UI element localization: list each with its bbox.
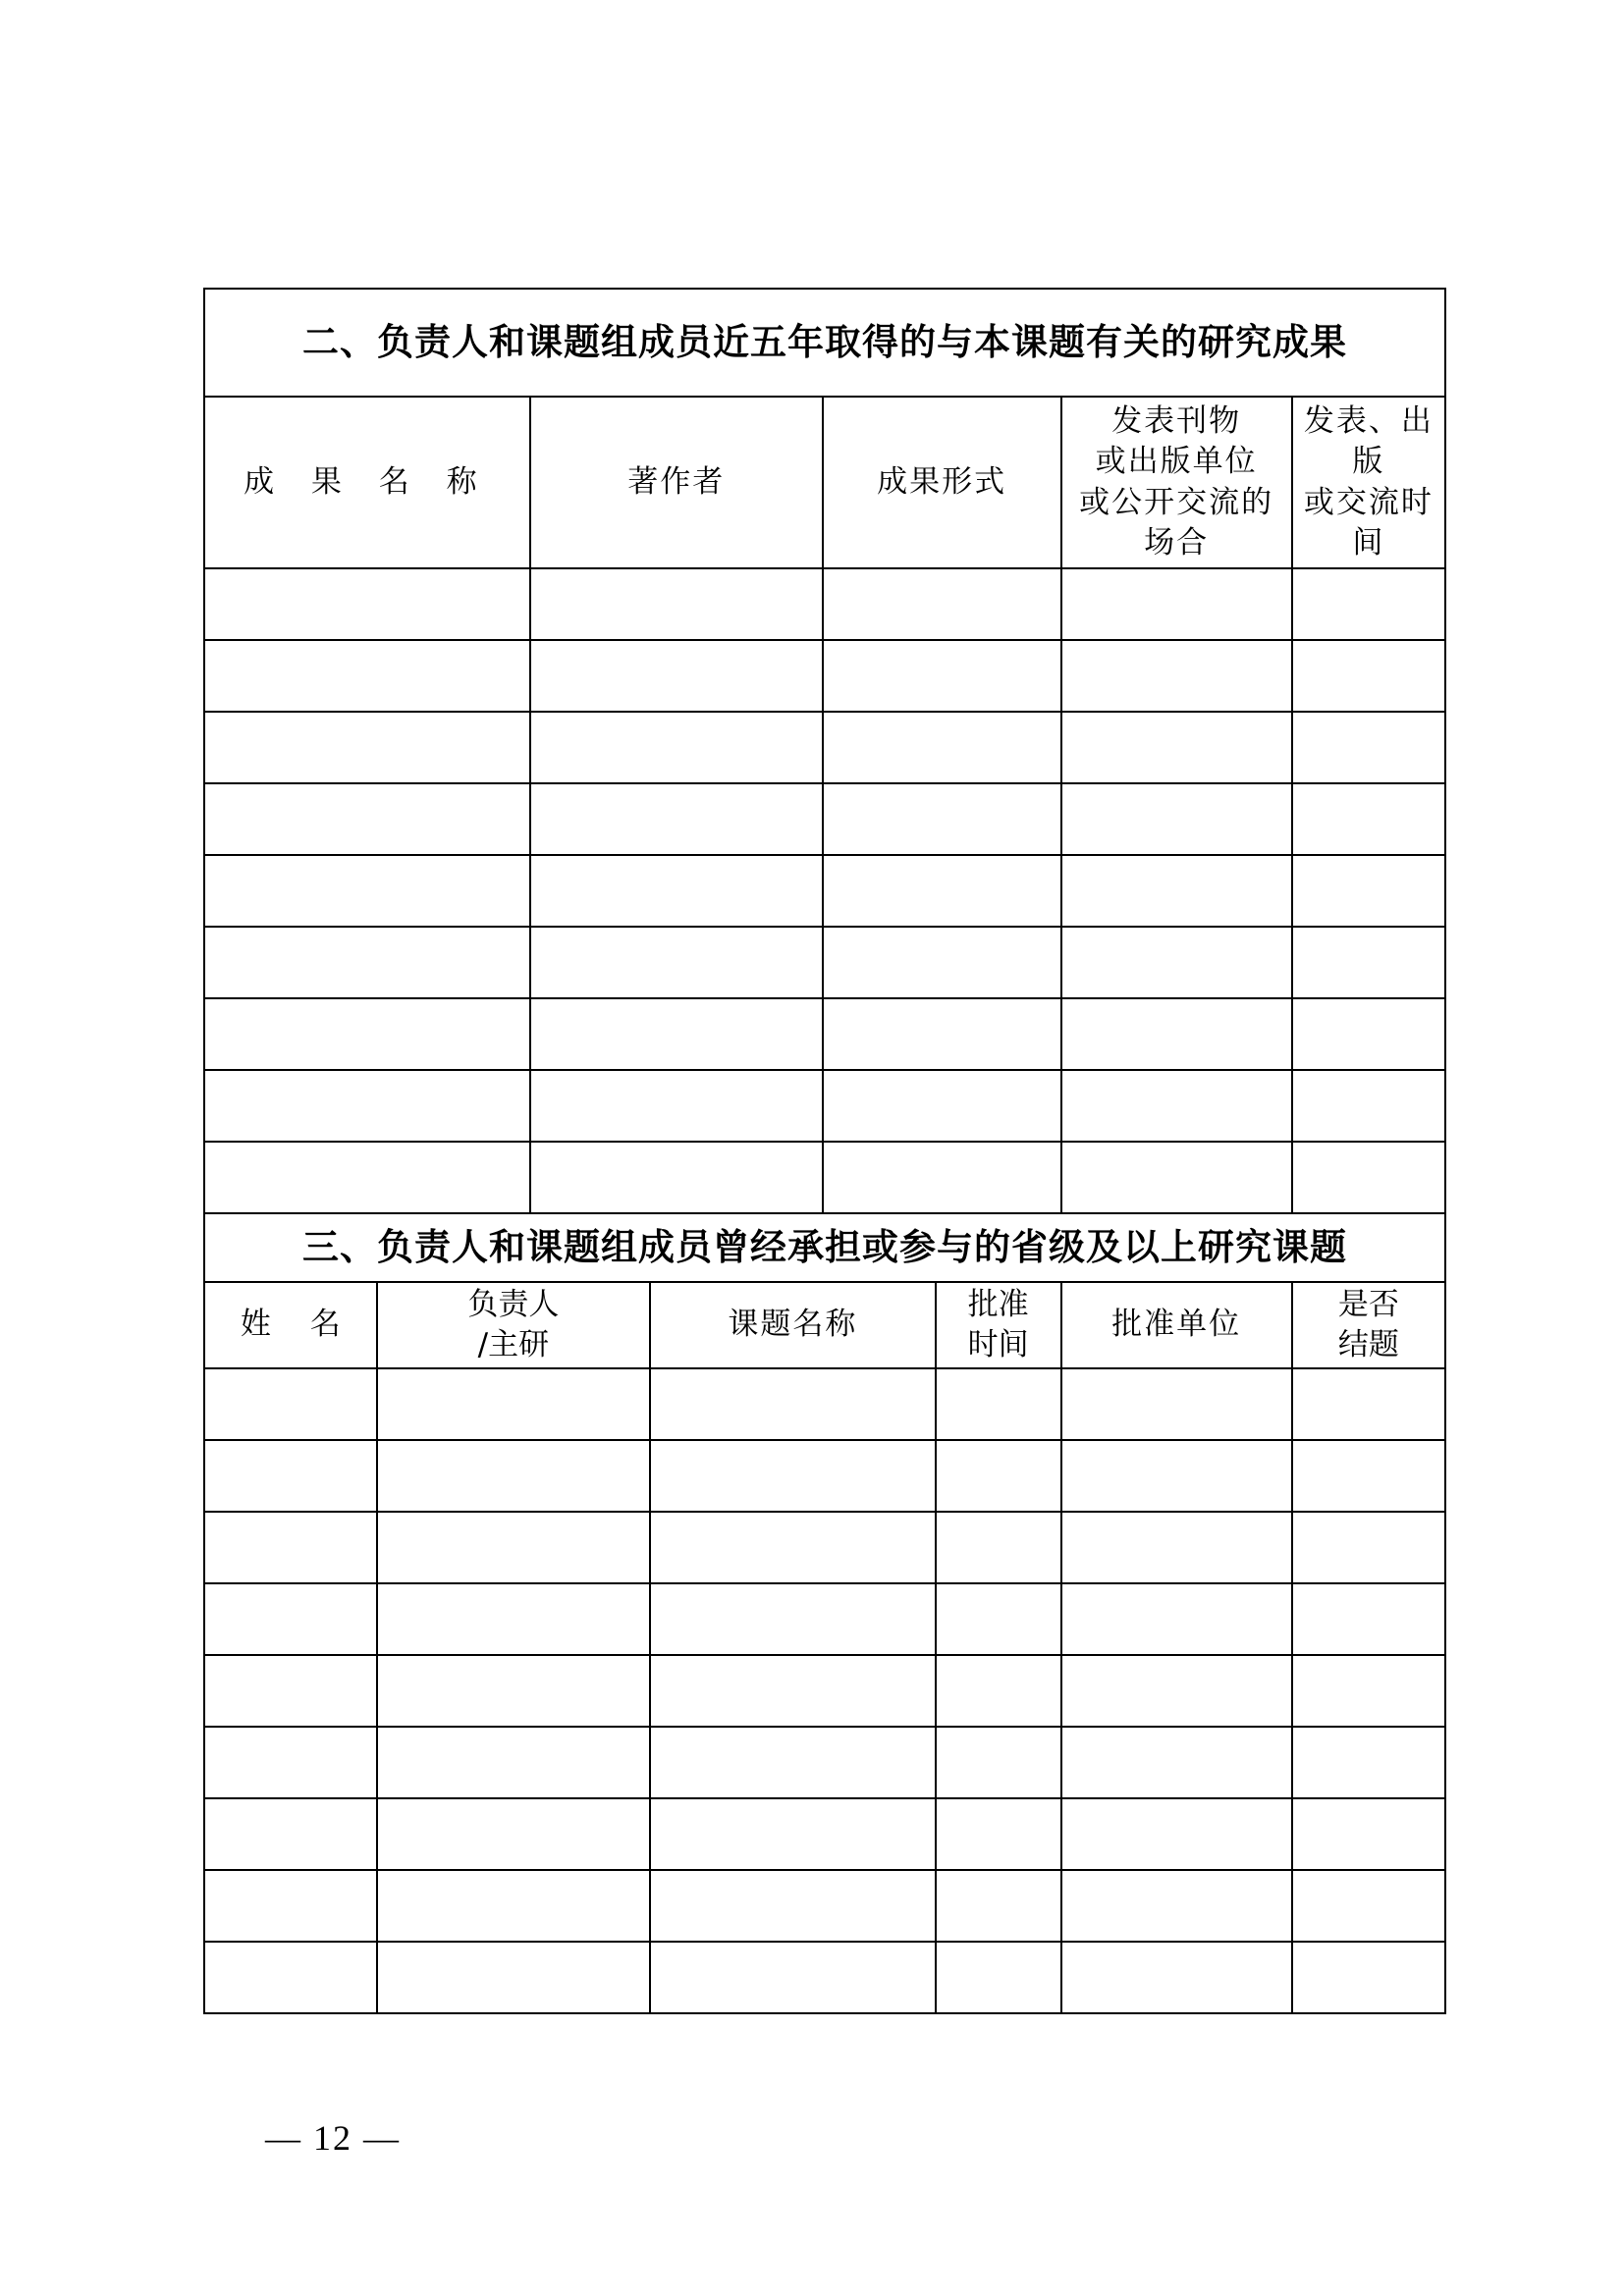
project-row [204, 1655, 1445, 1727]
achievement-cell[interactable] [204, 783, 530, 855]
achievement-cell[interactable] [823, 1142, 1061, 1213]
project-row [204, 1942, 1445, 2013]
achievement-cell[interactable] [1292, 1142, 1445, 1213]
project-cell[interactable] [936, 1368, 1061, 1440]
achievement-cell[interactable] [823, 640, 1061, 712]
achievement-cell[interactable] [1292, 640, 1445, 712]
achievement-row [204, 855, 1445, 927]
achievement-row [204, 927, 1445, 998]
section3-title: 三、负责人和课题组成员曾经承担或参与的省级及以上研究课题 [204, 1213, 1445, 1282]
achievement-row [204, 1070, 1445, 1142]
project-cell[interactable] [936, 1655, 1061, 1727]
project-row [204, 1368, 1445, 1440]
header-member-name: 姓 名 [204, 1282, 377, 1368]
achievement-cell[interactable] [1061, 998, 1292, 1070]
project-cell[interactable] [1292, 1512, 1445, 1583]
header-project-title: 课题名称 [650, 1282, 935, 1368]
header-achievement-name: 成 果 名 称 [204, 397, 530, 568]
project-cell[interactable] [936, 1870, 1061, 1942]
achievement-row [204, 640, 1445, 712]
project-cell[interactable] [936, 1798, 1061, 1870]
project-cell[interactable] [936, 1440, 1061, 1512]
project-cell[interactable] [1292, 1440, 1445, 1512]
achievement-cell[interactable] [823, 568, 1061, 640]
project-cell[interactable] [377, 1655, 651, 1727]
project-cell[interactable] [377, 1440, 651, 1512]
project-cell[interactable] [1292, 1870, 1445, 1942]
project-cell[interactable] [204, 1583, 377, 1655]
project-cell[interactable] [1061, 1727, 1292, 1798]
project-cell[interactable] [1061, 1655, 1292, 1727]
project-cell[interactable] [1292, 1368, 1445, 1440]
achievement-cell[interactable] [1061, 568, 1292, 640]
project-cell[interactable] [204, 1512, 377, 1583]
project-cell[interactable] [936, 1512, 1061, 1583]
section2-title: 二、负责人和课题组成员近五年取得的与本课题有关的研究成果 [204, 289, 1445, 397]
project-cell[interactable] [1061, 1583, 1292, 1655]
project-cell[interactable] [204, 1655, 377, 1727]
project-cell[interactable] [650, 1727, 935, 1798]
project-cell[interactable] [650, 1512, 935, 1583]
project-cell[interactable] [204, 1798, 377, 1870]
project-cell[interactable] [1292, 1655, 1445, 1727]
project-cell[interactable] [936, 1942, 1061, 2013]
project-cell[interactable] [650, 1583, 935, 1655]
page-number: — 12 — [265, 2118, 401, 2158]
achievement-cell[interactable] [1061, 1070, 1292, 1142]
achievement-cell[interactable] [823, 783, 1061, 855]
project-cell[interactable] [377, 1942, 651, 2013]
project-cell[interactable] [650, 1870, 935, 1942]
header-author: 著作者 [530, 397, 823, 568]
achievement-cell[interactable] [204, 640, 530, 712]
header-project-concluded: 是否 结题 [1292, 1282, 1445, 1368]
achievement-cell[interactable] [1292, 927, 1445, 998]
achievement-cell[interactable] [1061, 1142, 1292, 1213]
achievement-cell[interactable] [1292, 712, 1445, 783]
achievement-cell[interactable] [823, 1070, 1061, 1142]
project-cell[interactable] [1292, 1798, 1445, 1870]
achievement-cell[interactable] [1292, 998, 1445, 1070]
achievement-cell[interactable] [530, 998, 823, 1070]
project-row [204, 1727, 1445, 1798]
project-cell[interactable] [650, 1942, 935, 2013]
achievement-cell[interactable] [823, 855, 1061, 927]
achievement-row [204, 568, 1445, 640]
project-row [204, 1512, 1445, 1583]
project-row [204, 1798, 1445, 1870]
achievement-cell[interactable] [1292, 568, 1445, 640]
achievement-cell[interactable] [204, 927, 530, 998]
achievement-cell[interactable] [823, 712, 1061, 783]
project-cell[interactable] [204, 1870, 377, 1942]
achievement-cell[interactable] [530, 927, 823, 998]
achievement-row [204, 998, 1445, 1070]
achievement-cell[interactable] [204, 1070, 530, 1142]
project-cell[interactable] [377, 1583, 651, 1655]
project-cell[interactable] [377, 1727, 651, 1798]
project-cell[interactable] [1061, 1870, 1292, 1942]
header-approval-unit: 批准单位 [1061, 1282, 1292, 1368]
project-cell[interactable] [650, 1798, 935, 1870]
achievement-cell[interactable] [204, 1142, 530, 1213]
achievement-cell[interactable] [1061, 640, 1292, 712]
achievement-cell[interactable] [204, 998, 530, 1070]
achievement-cell[interactable] [1292, 855, 1445, 927]
achievement-row [204, 1142, 1445, 1213]
project-cell[interactable] [1061, 1368, 1292, 1440]
project-cell[interactable] [204, 1368, 377, 1440]
project-cell[interactable] [650, 1440, 935, 1512]
achievement-cell[interactable] [823, 927, 1061, 998]
project-cell[interactable] [1292, 1583, 1445, 1655]
achievement-cell[interactable] [530, 712, 823, 783]
project-cell[interactable] [1061, 1942, 1292, 2013]
project-cell[interactable] [1292, 1942, 1445, 2013]
application-form-table [203, 288, 1446, 2014]
achievement-cell[interactable] [530, 640, 823, 712]
project-cell[interactable] [204, 1727, 377, 1798]
project-cell[interactable] [1061, 1798, 1292, 1870]
project-cell[interactable] [936, 1727, 1061, 1798]
achievement-cell[interactable] [1292, 1070, 1445, 1142]
achievement-cell[interactable] [1061, 855, 1292, 927]
achievement-cell[interactable] [1061, 712, 1292, 783]
project-cell[interactable] [1061, 1512, 1292, 1583]
achievement-cell[interactable] [204, 568, 530, 640]
project-cell[interactable] [377, 1512, 651, 1583]
project-row [204, 1583, 1445, 1655]
project-cell[interactable] [936, 1583, 1061, 1655]
header-achievement-form: 成果形式 [823, 397, 1061, 568]
achievement-cell[interactable] [1061, 927, 1292, 998]
achievement-cell[interactable] [530, 1070, 823, 1142]
project-cell[interactable] [377, 1368, 651, 1440]
achievement-cell[interactable] [823, 998, 1061, 1070]
project-row [204, 1870, 1445, 1942]
achievement-cell[interactable] [530, 855, 823, 927]
achievement-cell[interactable] [1292, 783, 1445, 855]
project-cell[interactable] [377, 1798, 651, 1870]
achievement-cell[interactable] [530, 1142, 823, 1213]
achievement-cell[interactable] [530, 783, 823, 855]
project-cell[interactable] [650, 1368, 935, 1440]
achievement-cell[interactable] [204, 855, 530, 927]
project-cell[interactable] [1292, 1727, 1445, 1798]
project-cell[interactable] [204, 1440, 377, 1512]
achievement-cell[interactable] [204, 712, 530, 783]
achievement-cell[interactable] [530, 568, 823, 640]
project-cell[interactable] [650, 1655, 935, 1727]
achievement-cell[interactable] [1061, 783, 1292, 855]
header-publication-time: 发表、出版 或交流时间 [1292, 397, 1445, 568]
project-cell[interactable] [377, 1870, 651, 1942]
project-cell[interactable] [1061, 1440, 1292, 1512]
header-approval-time: 批准 时间 [936, 1282, 1061, 1368]
achievement-row [204, 712, 1445, 783]
achievement-row [204, 783, 1445, 855]
header-role: 负责人 /主研 [377, 1282, 651, 1368]
project-row [204, 1440, 1445, 1512]
project-cell[interactable] [204, 1942, 377, 2013]
header-publication-venue: 发表刊物 或出版单位 或公开交流的 场合 [1061, 397, 1292, 568]
